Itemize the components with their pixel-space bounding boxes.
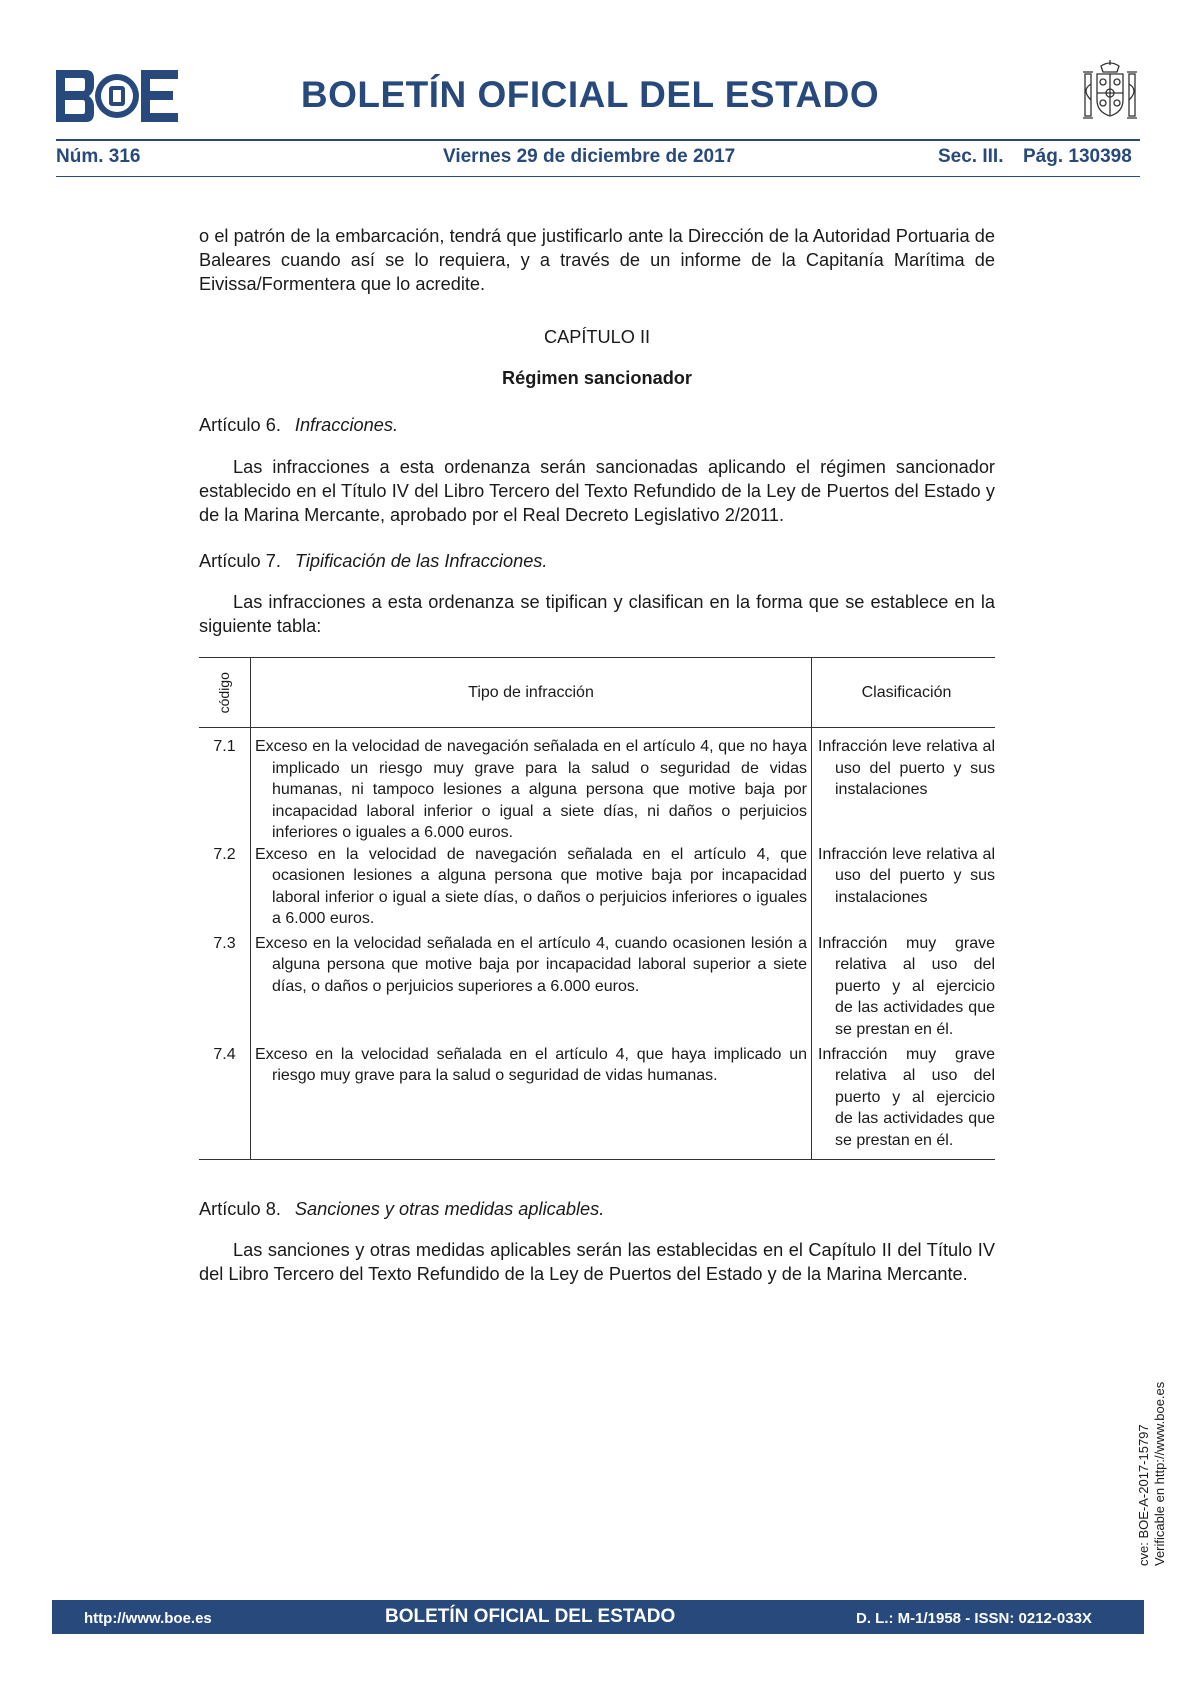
footer-bar — [52, 1600, 1144, 1634]
article-label: Artículo 6. — [199, 415, 281, 435]
body-paragraph: o el patrón de la embarcación, tendrá que justificarlo ante la Dirección de la Autoridad Portuaria de Baleares cuando así se lo requiera, y a través de un informe de la Capitanía Marítima de Eivissa/Formentera que lo acredite. — [199, 226, 995, 294]
body-paragraph: Las sanciones y otras medidas aplicables serán las establecidas en el Capítulo II del Título IV del Libro Tercero del Texto Refundido de la Ley de Puertos del Estado y de la Marina Mercante. — [199, 1240, 995, 1284]
article-8-heading — [199, 1197, 995, 1221]
row-classification: Infracción leve relativa al uso del puerto y sus instalaciones — [818, 845, 995, 906]
header-classification: Clasificación — [812, 658, 996, 728]
table-row — [199, 844, 995, 933]
table-row — [199, 933, 995, 1044]
row-type: Exceso en la velocidad de navegación señalada en el artículo 4, que ocasionen lesiones a alguna persona que motive baja por incapacidad laboral inferior o igual a siete días, o daños o perjuicios inferiores o iguales a 6.000 euros. — [251, 844, 812, 933]
chapter-heading: CAPÍTULO II — [543, 327, 651, 347]
article-6-text — [199, 455, 995, 527]
table-header-row — [199, 658, 995, 728]
article-label: Artículo 7. — [199, 551, 281, 571]
footer-title: BOLETÍN OFICIAL DEL ESTADO — [385, 1606, 676, 1627]
row-code: 7.1 — [213, 738, 236, 755]
verify-url: Verificable en http://www.boe.es — [1152, 1381, 1167, 1566]
table-row — [199, 1044, 995, 1160]
article-label: Artículo 8. — [199, 1199, 281, 1219]
article-7-text — [199, 590, 995, 638]
coat-of-arms-icon — [1079, 60, 1141, 128]
body-paragraph: Las infracciones a esta ordenanza se tipifican y clasifican en la forma que se establece en la siguiente tabla: — [199, 592, 995, 636]
section-label: Sec. III. — [938, 146, 1004, 167]
footer-url[interactable]: http://www.boe.es — [84, 1610, 212, 1627]
row-type: Exceso en la velocidad señalada en el artículo 4, que haya implicado un riesgo muy grave para la salud o seguridad de vidas humanas. — [251, 1044, 812, 1160]
row-classification: Infracción muy grave relativa al uso del puerto y al ejercicio de las actividades que se prestan en él. — [818, 934, 995, 1038]
row-type: Exceso en la velocidad señalada en el artículo 4, cuando ocasionen lesión a alguna persona que motive baja por incapacidad laboral superior a siete días, o daños o perjuicios superiores a 6.000 euros. — [251, 933, 812, 1044]
article-6-heading — [199, 413, 995, 437]
row-type: Exceso en la velocidad de navegación señalada en el artículo 4, que no haya implicado un riesgo muy grave para la salud o seguridad de vidas humanas, ni tampoco lesiones a alguna persona que motive baja por incapacidad laboral inferior o igual a siete días, ni daños o perjuicios inferiores o iguales a 6.000 euros. — [251, 728, 812, 844]
article-title: Infracciones. — [294, 415, 399, 435]
article-title: Tipificación de las Infracciones. — [294, 551, 548, 571]
row-code: 7.2 — [213, 845, 236, 863]
chapter-title: Régimen sancionador — [501, 368, 692, 388]
row-code: 7.4 — [199, 1044, 251, 1160]
article-8-text — [199, 1238, 995, 1286]
page-number: Pág. 130398 — [1023, 146, 1132, 167]
header-rule-bottom — [56, 176, 1140, 177]
header-type: Tipo de infracción — [251, 658, 812, 728]
row-classification: Infracción leve relativa al uso del puerto y sus instalaciones — [818, 738, 995, 798]
footer-legal: D. L.: M-1/1958 - ISSN: 0212-033X — [856, 1610, 1092, 1627]
article-7-heading — [199, 549, 995, 573]
issue-number: Núm. 316 — [56, 146, 141, 167]
infractions-table — [199, 657, 995, 1160]
boe-logo — [56, 70, 178, 122]
body-paragraph: Las infracciones a esta ordenanza serán sancionadas aplicando el régimen sancionador establecido en el Título IV del Libro Tercero del Texto Refundido de la Ley de Puertos del Estado y de la Marina Mercante, aprobado por el Real Decreto Legislativo 2/2011. — [199, 457, 995, 525]
row-classification: Infracción muy grave relativa al uso del puerto y al ejercicio de las actividades que se prestan en él. — [812, 1044, 996, 1160]
header-rule — [56, 139, 1140, 141]
article-title: Sanciones y otras medidas aplicables. — [294, 1199, 605, 1219]
header-code: código — [199, 658, 251, 728]
bulletin-title: BOLETÍN OFICIAL DEL ESTADO — [300, 74, 880, 115]
table-row — [199, 728, 995, 844]
row-code: 7.3 — [213, 934, 236, 952]
issue-date: Viernes 29 de diciembre de 2017 — [443, 146, 736, 167]
paragraph-continuation — [199, 224, 995, 296]
cve-code: cve: BOE-A-2017-15797 — [1136, 1424, 1151, 1566]
